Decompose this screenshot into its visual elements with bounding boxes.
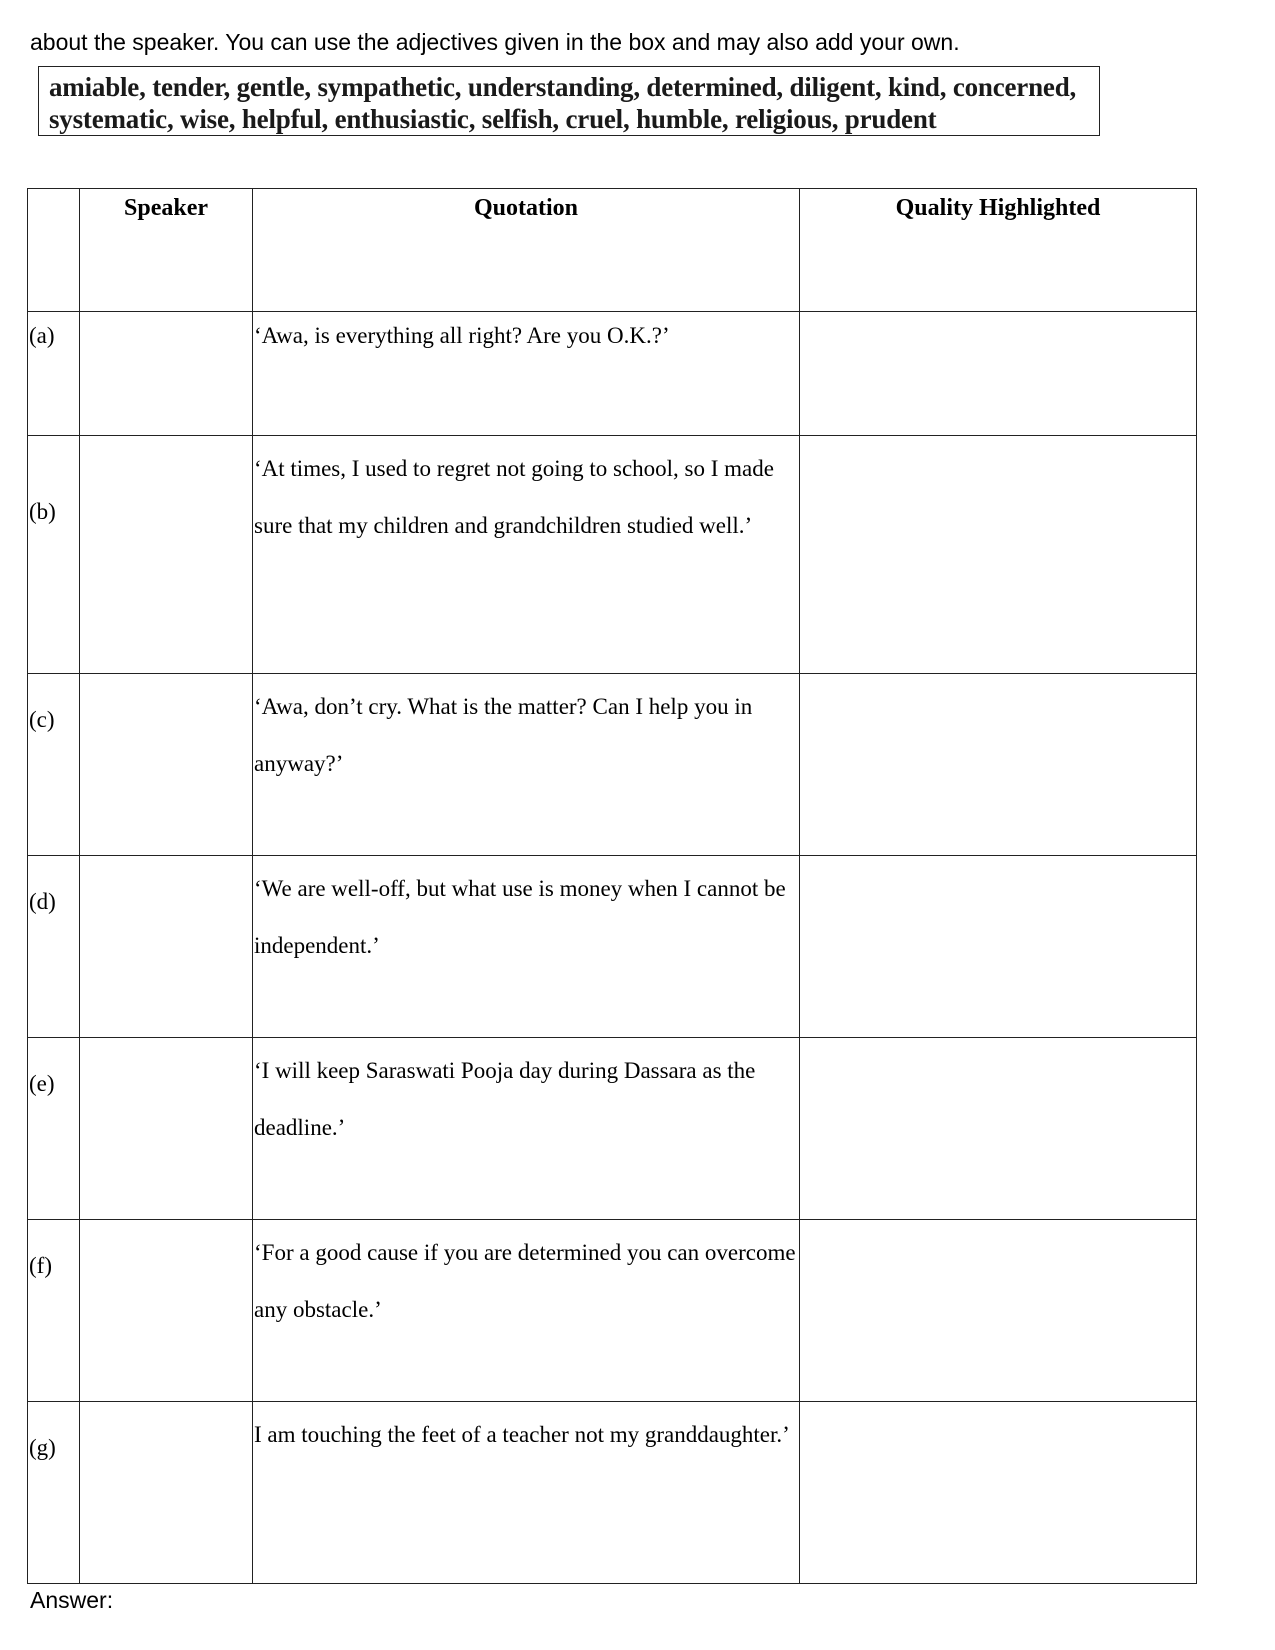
quality-cell [800,1038,1197,1220]
quotation-cell [253,312,800,436]
quality-cell [800,1402,1197,1584]
adjective-line-2: systematic, wise, helpful, enthusiastic, selfish, cruel, humble, religious, prudent [49,104,937,134]
quotation-cell [253,436,800,674]
row-label: (b) [28,436,80,674]
quotation-text: ‘We are well-off, but what use is money when I cannot be independent.’ [254,876,786,958]
quotation-text: ‘Awa, is everything all right? Are you O.K.?’ [254,323,670,348]
row-label: (g) [28,1402,80,1584]
speaker-cell [80,312,253,436]
row-label: (d) [28,856,80,1038]
quotation-text: ‘For a good cause if you are determined you can overcome any obstacle.’ [254,1240,796,1322]
table-header-row [28,189,1197,312]
quotation-cell [253,856,800,1038]
speaker-cell [80,436,253,674]
header-speaker: Speaker [80,189,253,312]
quotation-text: ‘I will keep Saraswati Pooja day during Dassara as the deadline.’ [254,1058,756,1140]
answer-label: Answer: [30,1587,114,1613]
speaker-cell [80,856,253,1038]
speaker-cell [80,1220,253,1402]
row-label: (f) [28,1220,80,1402]
quality-cell [800,856,1197,1038]
table-row [28,1038,1197,1220]
table-row [28,856,1197,1038]
table-row [28,1402,1197,1584]
quality-cell [800,436,1197,674]
table-row [28,1220,1197,1402]
table-row [28,674,1197,856]
table-row [28,312,1197,436]
quotation-text: I am touching the feet of a teacher not my granddaughter.’ [254,1422,790,1447]
quotation-cell [253,1220,800,1402]
speaker-cell [80,1402,253,1584]
speaker-cell [80,1038,253,1220]
quotation-cell [253,1038,800,1220]
quality-cell [800,312,1197,436]
header-quality-highlighted: Quality Highlighted [800,189,1197,312]
table-row [28,436,1197,674]
speaker-cell [80,674,253,856]
quotation-table [27,188,1197,1584]
row-label: (c) [28,674,80,856]
header-label-cell [28,189,80,312]
quotation-cell [253,674,800,856]
adjective-line-1: amiable, tender, gentle, sympathetic, understanding, determined, diligent, kind, concerned, [49,72,1077,102]
row-label: (e) [28,1038,80,1220]
row-label: (a) [28,312,80,436]
header-quotation: Quotation [253,189,800,312]
quality-cell [800,674,1197,856]
quotation-text: ‘At times, I used to regret not going to school, so I made sure that my children and grandchildren studied well.’ [254,456,774,538]
quality-cell [800,1220,1197,1402]
adjective-box [38,66,1100,136]
instruction-text: about the speaker. You can use the adjectives given in the box and may also add your own. [30,29,960,55]
quotation-text: ‘Awa, don’t cry. What is the matter? Can I help you in anyway?’ [254,694,753,776]
quotation-cell [253,1402,800,1584]
